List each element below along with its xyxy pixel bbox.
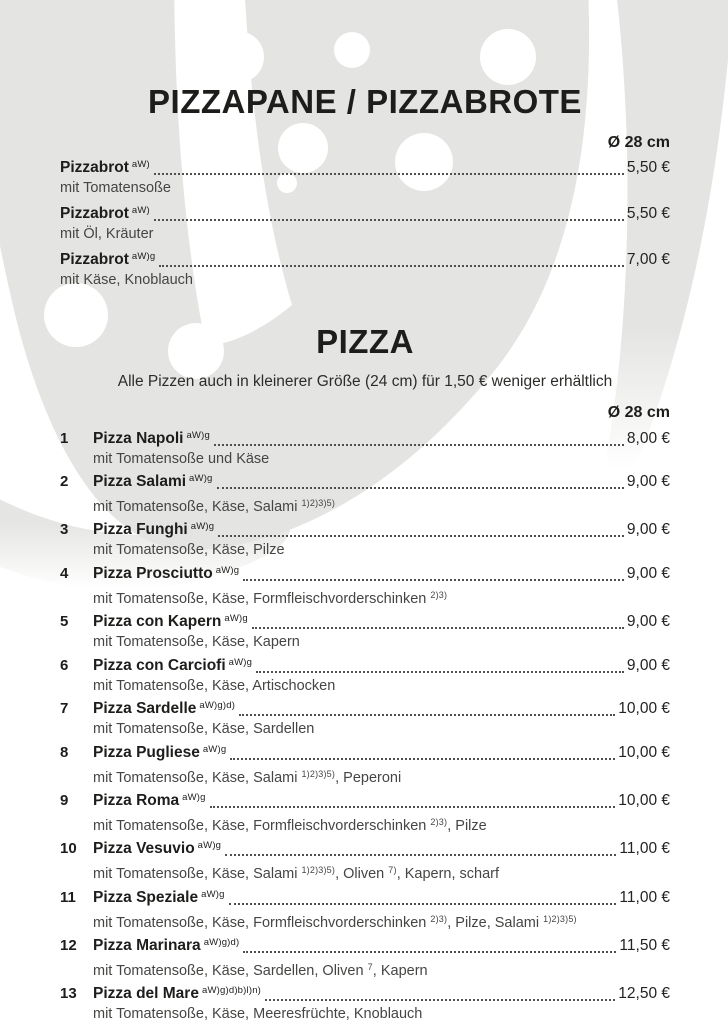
item-description: mit Tomatensoße, Käse, Salami $^{1)2)3)5)}$ [93, 498, 336, 515]
item-allergen-code: aW)g)d) [199, 700, 236, 712]
item-name: Pizza Sardelle [93, 700, 197, 718]
item-number: 7 [60, 700, 69, 718]
item-price: 8,00 € [626, 429, 670, 447]
item-price: 11,00 € [619, 840, 670, 858]
item-body [60, 250, 670, 289]
menu-item-row [60, 888, 670, 932]
item-allergen-code: aW)g [228, 656, 253, 668]
item-description: mit Tomatensoße, Käse, Formfleischvorderschinken $^{2)3)}$ [93, 589, 448, 607]
item-number: 12 [60, 937, 77, 955]
item-allergen-code: aW)g [224, 613, 248, 625]
item-name: Pizzabrot [60, 159, 129, 177]
item-name-price-row [60, 158, 670, 179]
menu-item-row [60, 429, 670, 468]
menu-item-row [60, 204, 670, 243]
item-name-price-row [93, 839, 670, 860]
dotted-leader [218, 535, 624, 537]
section-title: PIZZAPANE / PIZZABROTE [148, 83, 582, 120]
item-name: Pizza Napoli [93, 429, 184, 447]
item-name: Pizzabrot [60, 205, 129, 223]
item-name: Pizza con Carciofi [93, 656, 226, 674]
item-name-price-row [93, 429, 670, 450]
item-description: mit Tomatensoße und Käse [93, 450, 270, 467]
item-description: mit Tomatensoße, Käse, Salami $^{1)2)3)5)}$, Peperoni [93, 768, 402, 786]
menu-item-row [60, 472, 670, 516]
menu-item-row [60, 699, 670, 738]
item-allergen-code: aW)g [189, 473, 213, 485]
section-subtitle: Alle Pizzen auch in kleinerer Größe (24 cm) für 1,50 € weniger erhältlich [117, 372, 613, 390]
dotted-leader [252, 627, 624, 629]
menu-item-row [60, 656, 670, 695]
item-name: Pizzabrot [60, 251, 129, 269]
item-body [93, 699, 670, 738]
item-name: Pizza del Mare [93, 985, 199, 1003]
item-name-price-row [93, 520, 670, 541]
item-name-price-row [93, 984, 670, 1005]
item-list [60, 158, 670, 289]
item-price: 10,00 € [618, 700, 670, 718]
item-number: 9 [60, 792, 69, 810]
item-name-price-row [60, 250, 670, 271]
section-pizza [60, 296, 670, 1023]
menu-item-row [60, 839, 670, 883]
item-body [93, 984, 670, 1023]
item-name: Pizza Vesuvio [93, 840, 195, 858]
dotted-leader [230, 758, 615, 760]
item-name-price-row [93, 472, 670, 493]
item-description: mit Tomatensoße, Käse, Meeresfrüchte, Knoblauch [93, 1006, 423, 1023]
item-body [93, 612, 670, 651]
item-allergen-code: aW)g [202, 743, 227, 755]
menu-item-row [60, 984, 670, 1023]
item-list [60, 429, 670, 1024]
item-name-price-row [60, 204, 670, 225]
item-body [93, 429, 670, 468]
dotted-leader [217, 487, 624, 489]
item-body [93, 936, 670, 980]
item-name: Pizza Prosciutto [93, 564, 213, 582]
menu-item-row [60, 791, 670, 835]
item-name-price-row [93, 936, 670, 957]
item-price: 9,00 € [626, 564, 670, 582]
item-name-price-row [93, 656, 670, 677]
item-body [93, 888, 670, 932]
item-number: 3 [60, 521, 69, 539]
menu-item-row [60, 250, 670, 289]
item-number: 4 [60, 564, 69, 582]
item-price: 12,50 € [618, 985, 670, 1003]
menu-item-row [60, 564, 670, 608]
menu-item-row [60, 936, 670, 980]
menu-item-row [60, 612, 670, 651]
item-allergen-code: aW)g [201, 888, 225, 900]
menu-item-row [60, 158, 670, 197]
item-description: mit Tomatensoße, Käse, Formfleischvorderschinken $^{2)3)}$, Pilze, Salami $^{1)2)3)5)}$ [93, 913, 577, 931]
item-name: Pizza Speziale [93, 888, 199, 906]
item-number: 1 [60, 429, 69, 447]
item-name: Pizza Pugliese [93, 743, 200, 761]
item-name: Pizza Roma [93, 792, 180, 810]
item-allergen-code: aW)g [182, 792, 206, 804]
item-description: mit Tomatensoße, Käse, Artischocken [93, 677, 336, 694]
item-number: 13 [60, 985, 77, 1003]
item-description: mit Tomatensoße, Käse, Salami $^{1)2)3)5)}$, Oliven $^{7)}$, Kapern, scharf [93, 865, 500, 883]
item-allergen-code: aW)g [186, 429, 210, 441]
item-price: 9,00 € [626, 656, 670, 674]
section-title: PIZZA [316, 323, 414, 361]
item-allergen-code: aW)g [131, 251, 156, 263]
item-number: 11 [60, 888, 76, 906]
item-price: 5,50 € [626, 159, 670, 177]
item-body [93, 743, 670, 787]
item-name: Pizza con Kapern [93, 613, 222, 631]
item-description: mit Tomatensoße [60, 180, 171, 197]
item-price: 7,00 € [626, 251, 670, 269]
item-price: 11,00 € [619, 888, 670, 906]
item-name-price-row [93, 612, 670, 633]
item-name-price-row [93, 888, 670, 909]
item-description: mit Tomatensoße, Käse, Pilze [93, 542, 285, 559]
item-body [93, 791, 670, 835]
item-name-price-row [93, 699, 670, 720]
item-body [93, 564, 670, 608]
item-price: 9,00 € [626, 613, 670, 631]
item-allergen-code: aW) [131, 159, 150, 171]
item-name-price-row [93, 564, 670, 585]
item-body [93, 520, 670, 559]
item-number: 10 [60, 840, 77, 858]
item-body [60, 158, 670, 197]
item-number: 6 [60, 656, 69, 674]
dotted-leader [265, 999, 615, 1001]
section-pizzabrote [60, 0, 670, 289]
item-body [93, 839, 670, 883]
item-description: mit Käse, Knoblauch [60, 272, 193, 289]
item-name-price-row [93, 791, 670, 812]
size-header: Ø 28 cm [607, 134, 670, 152]
item-name-price-row [93, 743, 670, 764]
item-description: mit Tomatensoße, Käse, Formfleischvorderschinken $^{2)3)}$, Pilze [93, 817, 487, 834]
size-header: Ø 28 cm [607, 403, 670, 421]
item-number: 2 [60, 473, 69, 491]
item-name: Pizza Salami [93, 473, 187, 491]
item-description: mit Tomatensoße, Käse, Sardellen [93, 721, 315, 738]
item-number: 8 [60, 743, 69, 761]
item-price: 10,00 € [618, 743, 670, 761]
item-allergen-code: aW)g)d)b)l)n) [201, 985, 262, 997]
item-number: 5 [60, 613, 69, 631]
item-body [60, 204, 670, 243]
item-description: mit Tomatensoße, Käse, Kapern [93, 634, 300, 651]
dotted-leader [225, 854, 616, 856]
item-allergen-code: aW)g [197, 840, 222, 852]
item-price: 9,00 € [626, 521, 670, 539]
item-allergen-code: aW)g [215, 564, 240, 576]
item-description: mit Öl, Kräuter [60, 226, 154, 243]
dotted-leader [154, 173, 624, 175]
item-price: 9,00 € [626, 473, 670, 491]
dotted-leader [256, 671, 624, 673]
item-price: 10,00 € [618, 792, 670, 810]
item-name: Pizza Funghi [93, 521, 188, 539]
item-price: 11,50 € [619, 937, 670, 955]
dotted-leader [229, 903, 617, 905]
dotted-leader [214, 444, 624, 446]
dotted-leader [154, 219, 624, 221]
item-allergen-code: aW) [131, 205, 150, 217]
item-body [93, 656, 670, 695]
menu-item-row [60, 743, 670, 787]
item-body [93, 472, 670, 516]
dotted-leader [243, 951, 616, 953]
item-price: 5,50 € [626, 205, 670, 223]
menu-item-row [60, 520, 670, 559]
dotted-leader [210, 806, 616, 808]
item-allergen-code: aW)g)d) [203, 937, 240, 949]
dotted-leader [243, 579, 624, 581]
item-name: Pizza Marinara [93, 937, 201, 955]
dotted-leader [239, 714, 615, 716]
item-allergen-code: aW)g [190, 521, 215, 533]
item-description: mit Tomatensoße, Käse, Sardellen, Oliven $^7$, Kapern [93, 962, 428, 979]
dotted-leader [159, 265, 623, 267]
